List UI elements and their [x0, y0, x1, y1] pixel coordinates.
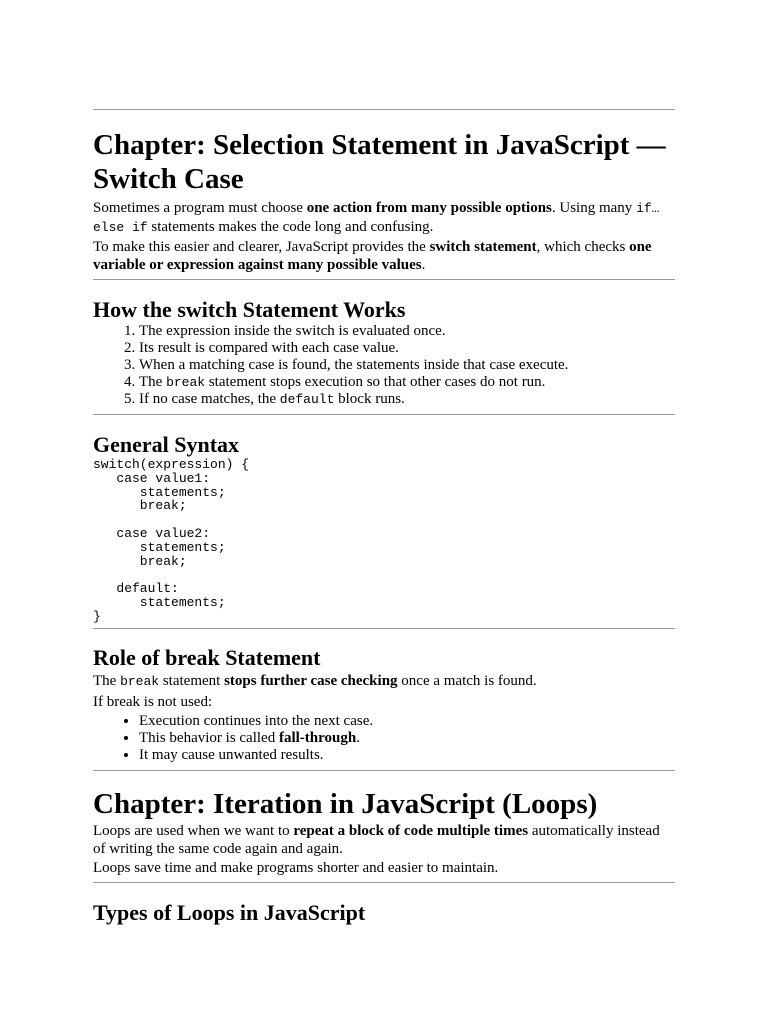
break-note: If break is not used: — [93, 693, 213, 710]
chapter-title-loops: Chapter: Iteration in JavaScript (Loops) — [93, 787, 598, 820]
section-heading-break: Role of break Statement — [93, 644, 321, 670]
intro-paragraph-1: Sometimes a program must choose one action from many possible options. Using many if…else if statements makes the code long and confusing. — [93, 200, 660, 235]
list-item: 1. The expression inside the switch is evaluated once. — [139, 323, 675, 340]
break-paragraph: The break statement stops further case checking once a match is found. — [93, 672, 537, 689]
inline-code: if…else if — [93, 201, 660, 235]
list-item: 2. Its result is compared with each case value. — [139, 340, 675, 357]
loops-paragraph-2: Loops save time and make programs shorter and easier to maintain. — [93, 859, 499, 876]
divider — [93, 279, 675, 280]
list-item: 5. If no case matches, the default block runs. — [139, 391, 675, 408]
fallthrough-list — [93, 713, 675, 764]
divider — [93, 109, 675, 110]
syntax-code-block: switch(expression) { case value1: statements; break; case value2: statements; break; default: statements; } — [93, 457, 250, 624]
inline-code: break — [166, 375, 206, 390]
divider — [93, 770, 675, 771]
section-heading-how: How the switch Statement Works — [93, 297, 406, 322]
list-item: • This behavior is called fall-through. — [139, 730, 675, 747]
inline-code: default — [279, 392, 335, 407]
divider — [93, 414, 675, 415]
intro-paragraph-2: To make this easier and clearer, JavaScript provides the switch statement, which checks one variable or expression against many possible values. — [93, 239, 652, 273]
list-item: • Execution continues into the next case. — [139, 713, 675, 730]
list-item: 3. When a matching case is found, the statements inside that case execute. — [139, 357, 675, 374]
divider — [93, 882, 675, 883]
document-page — [93, 109, 675, 926]
list-item: • It may cause unwanted results. — [139, 747, 675, 764]
chapter-title-switch: Chapter: Selection Statement in JavaScript — Switch Case — [93, 129, 666, 195]
steps-list — [93, 323, 675, 408]
section-heading-loop-types: Types of Loops in JavaScript — [93, 899, 366, 925]
loops-paragraph-1: Loops are used when we want to repeat a block of code multiple times automatically instead of writing the same code again and again. — [93, 822, 660, 857]
section-heading-syntax: General Syntax — [93, 432, 240, 457]
list-item: 4. The break statement stops execution so that other cases do not run. — [139, 374, 675, 391]
divider — [93, 628, 675, 629]
inline-code: break — [120, 673, 160, 689]
